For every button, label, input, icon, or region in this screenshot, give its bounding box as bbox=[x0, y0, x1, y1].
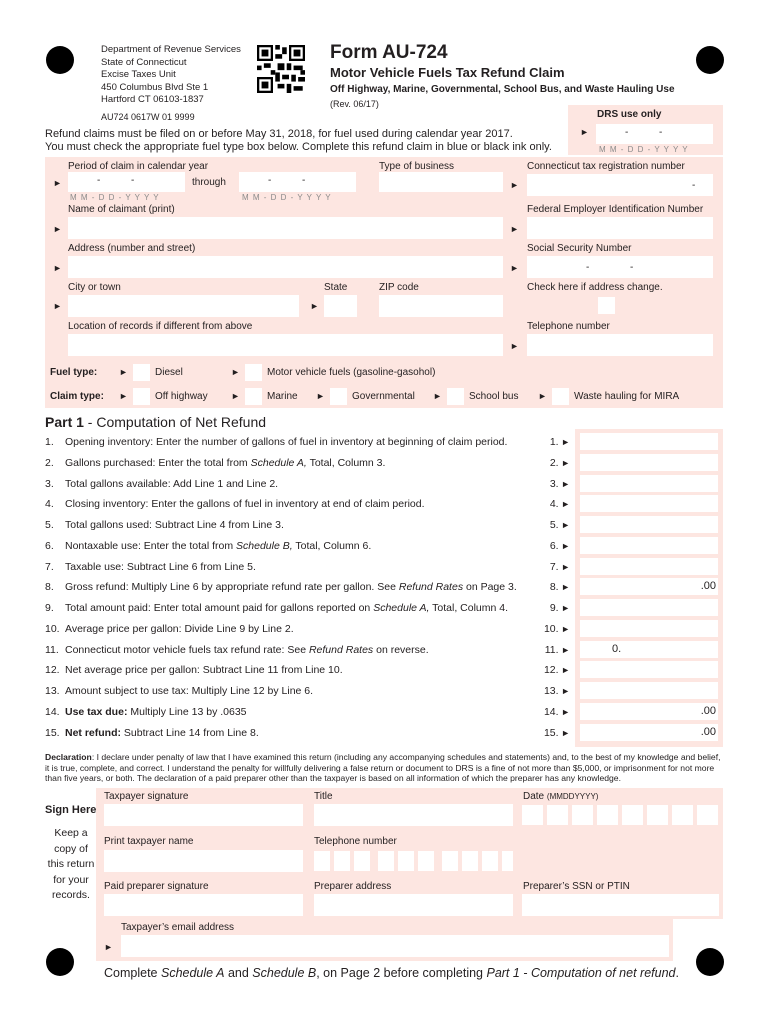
print-name-label: Print taxpayer name bbox=[104, 836, 194, 847]
telephone-digit[interactable] bbox=[398, 851, 414, 871]
arrow-icon: ► bbox=[119, 367, 128, 377]
line-amount-field[interactable] bbox=[580, 454, 718, 471]
drs-date-format: M M - D D - Y Y Y Y bbox=[599, 145, 689, 154]
period-start-format: M M - D D - Y Y Y Y bbox=[70, 193, 160, 202]
line-amount-field[interactable] bbox=[580, 433, 718, 450]
address-change-checkbox[interactable] bbox=[598, 297, 615, 314]
qr-code bbox=[257, 45, 305, 93]
line-number: 14. bbox=[45, 706, 60, 718]
arrow-icon: ► bbox=[538, 391, 547, 401]
registration-mark bbox=[46, 46, 74, 74]
line-amount-field[interactable] bbox=[580, 620, 718, 637]
email-field[interactable] bbox=[121, 935, 669, 957]
arrow-icon: ► bbox=[53, 263, 62, 273]
telephone-digit[interactable] bbox=[334, 851, 350, 871]
arrow-icon: ► bbox=[558, 562, 570, 572]
preparer-ssn-label: Preparer’s SSN or PTIN bbox=[523, 881, 630, 892]
title-label: Title bbox=[314, 791, 333, 802]
line-number: 13. bbox=[45, 685, 60, 697]
arrow-icon: ► bbox=[580, 127, 589, 137]
arrow-icon: ► bbox=[558, 645, 570, 655]
line-reference: 4. ► bbox=[549, 498, 570, 510]
drs-date-field[interactable] bbox=[596, 124, 713, 144]
line-reference: 1. ► bbox=[549, 436, 570, 448]
ssn-field[interactable] bbox=[527, 256, 713, 278]
address-field[interactable] bbox=[68, 256, 503, 278]
ssn-label: Social Security Number bbox=[527, 243, 632, 254]
line-reference: 11. ► bbox=[544, 644, 570, 656]
line-number: 6. bbox=[45, 540, 54, 552]
period-label: Period of claim in calendar year bbox=[68, 161, 209, 172]
form-subtitle: Motor Vehicle Fuels Tax Refund Claim bbox=[330, 65, 565, 80]
ct-registration-field[interactable] bbox=[527, 174, 713, 196]
date-digit[interactable] bbox=[647, 805, 668, 825]
line-amount-field[interactable] bbox=[580, 599, 718, 616]
period-end-format: M M - D D - Y Y Y Y bbox=[242, 193, 332, 202]
line-description: Net refund: Subtract Line 14 from Line 8. bbox=[65, 727, 259, 739]
preparer-address-label: Preparer address bbox=[314, 881, 392, 892]
preparer-signature-label: Paid preparer signature bbox=[104, 881, 209, 892]
line-reference: 10. ► bbox=[543, 623, 570, 635]
fuel-gasoline-label: Motor vehicle fuels (gasoline-gasohol) bbox=[267, 367, 436, 378]
fein-field[interactable] bbox=[527, 217, 713, 239]
line-reference: 7. ► bbox=[549, 561, 570, 573]
email-label: Taxpayer’s email address bbox=[121, 922, 235, 933]
line-amount-field[interactable]: 0. bbox=[580, 641, 718, 658]
line-number: 10. bbox=[45, 623, 60, 635]
date-digit[interactable] bbox=[572, 805, 593, 825]
telephone-digit[interactable] bbox=[354, 851, 370, 871]
line-amount-field[interactable] bbox=[580, 682, 718, 699]
ink-instruction: You must check the appropriate fuel type box below. Complete this refund claim in blue or black ink only. bbox=[45, 141, 552, 153]
claim-type-label: Claim type: bbox=[50, 391, 104, 402]
arrow-icon: ► bbox=[558, 624, 570, 634]
line-description: Use tax due: Multiply Line 13 by .0635 bbox=[65, 706, 247, 718]
line-amount-field[interactable] bbox=[580, 475, 718, 492]
date-digit[interactable] bbox=[622, 805, 643, 825]
line-description: Connecticut motor vehicle fuels tax refund rate: See Refund Rates on reverse. bbox=[65, 644, 429, 656]
arrow-icon: ► bbox=[310, 301, 319, 311]
date-digit[interactable] bbox=[697, 805, 718, 825]
period-start-field[interactable] bbox=[68, 172, 185, 192]
line-number: 11. bbox=[45, 644, 59, 656]
arrow-icon: ► bbox=[558, 458, 570, 468]
line-description: Nontaxable use: Enter the total from Schedule B, Total, Column 6. bbox=[65, 540, 372, 552]
line-description: Closing inventory: Enter the gallons of fuel in inventory at end of claim period. bbox=[65, 498, 425, 510]
form-title: Form AU-724 bbox=[330, 42, 448, 63]
line-amount-field[interactable] bbox=[580, 495, 718, 512]
claim-governmental-checkbox[interactable] bbox=[330, 388, 347, 405]
zip-label: ZIP code bbox=[379, 282, 419, 293]
claim-school-bus-label: School bus bbox=[469, 391, 519, 402]
arrow-icon: ► bbox=[433, 391, 442, 401]
line-description: Taxable use: Subtract Line 6 from Line 5. bbox=[65, 561, 256, 573]
claimant-name-label: Name of claimant (print) bbox=[68, 204, 175, 215]
keep-copy-note: Keep a copy of this return for your records. bbox=[47, 827, 95, 901]
line-reference: 14. ► bbox=[543, 706, 570, 718]
arrow-icon: ► bbox=[558, 582, 570, 592]
filing-deadline: Refund claims must be filed on or before May 31, 2018, for fuel used during calendar year 2017. bbox=[45, 128, 513, 140]
line-amount-field[interactable] bbox=[580, 558, 718, 575]
line-amount-field[interactable]: .00 bbox=[580, 578, 718, 595]
line-description: Total gallons used: Subtract Line 4 from Line 3. bbox=[65, 519, 284, 531]
line-reference: 15. ► bbox=[543, 727, 570, 739]
line-reference: 5. ► bbox=[549, 519, 570, 531]
fuel-gasoline-checkbox[interactable] bbox=[245, 364, 262, 381]
fein-label: Federal Employer Identification Number bbox=[527, 204, 704, 215]
line-amount-field[interactable] bbox=[580, 516, 718, 533]
part1-title: Part 1 - Computation of Net Refund bbox=[45, 414, 267, 430]
fuel-diesel-label: Diesel bbox=[155, 367, 183, 378]
line-number: 8. bbox=[45, 581, 54, 593]
ct-registration-label: Connecticut tax registration number bbox=[527, 161, 685, 172]
line-amount-field[interactable] bbox=[580, 537, 718, 554]
registration-mark bbox=[46, 948, 74, 976]
line-amount-field[interactable]: .00 bbox=[580, 703, 718, 720]
line-amount-field[interactable]: .00 bbox=[580, 724, 718, 741]
date-label: Date (MMDDYYYY) bbox=[523, 791, 599, 802]
city-field[interactable] bbox=[68, 295, 299, 317]
arrow-icon: ► bbox=[558, 520, 570, 530]
declaration-text: Declaration: I declare under penalty of law that I have examined this return (including any accompanying schedules and statements) and, to the best of my knowledge and belief, it is true, complete, and correct. I understand the penalty for willfully delivering a false return or document to DRS is a fine of not more than $5,000, or imprisonment for not more than five years, or both. The declaration of a paid preparer other than the taxpayer is based on all information of which the preparer has any knowledge. bbox=[45, 752, 721, 783]
claim-marine-checkbox[interactable] bbox=[245, 388, 262, 405]
line-description: Total amount paid: Enter total amount paid for gallons reported on Schedule A, Total, Column 4. bbox=[65, 602, 509, 614]
arrow-icon: ► bbox=[510, 224, 519, 234]
state-label: State bbox=[324, 282, 348, 293]
arrow-icon: ► bbox=[53, 178, 62, 188]
footer-instruction: Complete Schedule A and Schedule B, on Page 2 before completing Part 1 - Computation of net refund. bbox=[104, 966, 679, 980]
line-number: 4. bbox=[45, 498, 54, 510]
line-number: 3. bbox=[45, 478, 54, 490]
arrow-icon: ► bbox=[558, 728, 570, 738]
claim-waste-hauling-label: Waste hauling for MIRA bbox=[574, 391, 680, 402]
address-change-label: Check here if address change. bbox=[527, 282, 663, 293]
agency-address: Department of Revenue Services State of Connecticut Excise Taxes Unit 450 Columbus Blvd Ste 1 Hartford CT 06103-1837 bbox=[101, 44, 241, 105]
line-description: Gross refund: Multiply Line 6 by appropriate refund rate per gallon. See Refund Rates on Page 3. bbox=[65, 581, 517, 593]
line-number: 15. bbox=[45, 727, 60, 739]
claim-waste-hauling-checkbox[interactable] bbox=[552, 388, 569, 405]
date-digit[interactable] bbox=[597, 805, 618, 825]
line-reference: 9. ► bbox=[549, 602, 570, 614]
fuel-type-label: Fuel type: bbox=[50, 367, 98, 378]
city-label: City or town bbox=[68, 282, 121, 293]
line-description: Opening inventory: Enter the number of gallons of fuel in inventory at beginning of claim period. bbox=[65, 436, 508, 448]
arrow-icon: ► bbox=[510, 263, 519, 273]
line-reference: 12. ► bbox=[543, 664, 570, 676]
line-reference: 6. ► bbox=[549, 540, 570, 552]
arrow-icon: ► bbox=[510, 180, 519, 190]
records-location-field[interactable] bbox=[68, 334, 503, 356]
arrow-icon: ► bbox=[558, 499, 570, 509]
fuel-diesel-checkbox[interactable] bbox=[133, 364, 150, 381]
line-description: Average price per gallon: Divide Line 9 by Line 2. bbox=[65, 623, 294, 635]
line-amount-field[interactable] bbox=[580, 661, 718, 678]
arrow-icon: ► bbox=[231, 367, 240, 377]
arrow-icon: ► bbox=[558, 541, 570, 551]
line-reference: 3. ► bbox=[549, 478, 570, 490]
line-number: 12. bbox=[45, 664, 60, 676]
title-field[interactable] bbox=[314, 804, 513, 826]
claim-school-bus-checkbox[interactable] bbox=[447, 388, 464, 405]
registration-mark bbox=[696, 948, 724, 976]
taxpayer-telephone-label: Telephone number bbox=[314, 836, 397, 847]
arrow-icon: ► bbox=[119, 391, 128, 401]
arrow-icon: ► bbox=[558, 707, 570, 717]
line-description: Net average price per gallon: Subtract Line 11 from Line 10. bbox=[65, 664, 343, 676]
arrow-icon: ► bbox=[558, 603, 570, 613]
date-digit[interactable] bbox=[547, 805, 568, 825]
print-name-field[interactable] bbox=[104, 850, 303, 872]
arrow-icon: ► bbox=[104, 942, 113, 952]
taxpayer-signature-label: Taxpayer signature bbox=[104, 791, 189, 802]
telephone-digit[interactable] bbox=[314, 851, 330, 871]
sign-here-label: Sign Here bbox=[45, 804, 97, 816]
telephone-digit[interactable] bbox=[462, 851, 478, 871]
telephone-label: Telephone number bbox=[527, 321, 610, 332]
telephone-digit[interactable] bbox=[442, 851, 458, 871]
arrow-icon: ► bbox=[558, 686, 570, 696]
records-location-label: Location of records if different from above bbox=[68, 321, 253, 332]
telephone-digit[interactable] bbox=[482, 851, 498, 871]
claim-marine-label: Marine bbox=[267, 391, 298, 402]
line-number: 5. bbox=[45, 519, 54, 531]
line-reference: 13. ► bbox=[543, 685, 570, 697]
line-number: 1. bbox=[45, 436, 54, 448]
business-type-label: Type of business bbox=[379, 161, 455, 172]
telephone-digit[interactable] bbox=[502, 851, 513, 871]
claim-off-highway-checkbox[interactable] bbox=[133, 388, 150, 405]
arrow-icon: ► bbox=[558, 437, 570, 447]
registration-mark bbox=[696, 46, 724, 74]
address-label: Address (number and street) bbox=[68, 243, 196, 254]
date-digit[interactable] bbox=[522, 805, 543, 825]
line-description: Total gallons available: Add Line 1 and Line 2. bbox=[65, 478, 279, 490]
date-digit[interactable] bbox=[672, 805, 693, 825]
line-number: 9. bbox=[45, 602, 54, 614]
claim-governmental-label: Governmental bbox=[352, 391, 415, 402]
period-end-field[interactable] bbox=[239, 172, 356, 192]
preparer-ssn-field[interactable] bbox=[522, 894, 719, 916]
arrow-icon: ► bbox=[231, 391, 240, 401]
arrow-icon: ► bbox=[558, 665, 570, 675]
claimant-name-field[interactable] bbox=[68, 217, 503, 239]
line-reference: 2. ► bbox=[549, 457, 570, 469]
taxpayer-signature-field[interactable] bbox=[104, 804, 303, 826]
line-description: Amount subject to use tax: Multiply Line 12 by Line 6. bbox=[65, 685, 314, 697]
line-number: 7. bbox=[45, 561, 54, 573]
zip-field[interactable] bbox=[379, 295, 503, 317]
form-revision: (Rev. 06/17) bbox=[330, 99, 379, 109]
drs-use-only-label: DRS use only bbox=[597, 109, 662, 120]
form-sub-subtitle: Off Highway, Marine, Governmental, School Bus, and Waste Hauling Use bbox=[330, 84, 675, 95]
line-reference: 8. ► bbox=[549, 581, 570, 593]
business-type-field[interactable] bbox=[379, 172, 503, 192]
through-label: through bbox=[192, 177, 226, 188]
preparer-address-field[interactable] bbox=[314, 894, 513, 916]
state-field[interactable] bbox=[324, 295, 357, 317]
preparer-signature-field[interactable] bbox=[104, 894, 303, 916]
line-number: 2. bbox=[45, 457, 54, 469]
line-description: Gallons purchased: Enter the total from Schedule A, Total, Column 3. bbox=[65, 457, 386, 469]
arrow-icon: ► bbox=[510, 341, 519, 351]
arrow-icon: ► bbox=[53, 224, 62, 234]
telephone-digit[interactable] bbox=[418, 851, 434, 871]
claim-off-highway-label: Off highway bbox=[155, 391, 208, 402]
arrow-icon: ► bbox=[316, 391, 325, 401]
telephone-field[interactable] bbox=[527, 334, 713, 356]
telephone-digit[interactable] bbox=[378, 851, 394, 871]
form-code: AU724 0617W 01 9999 bbox=[101, 112, 195, 122]
arrow-icon: ► bbox=[558, 479, 570, 489]
arrow-icon: ► bbox=[53, 301, 62, 311]
